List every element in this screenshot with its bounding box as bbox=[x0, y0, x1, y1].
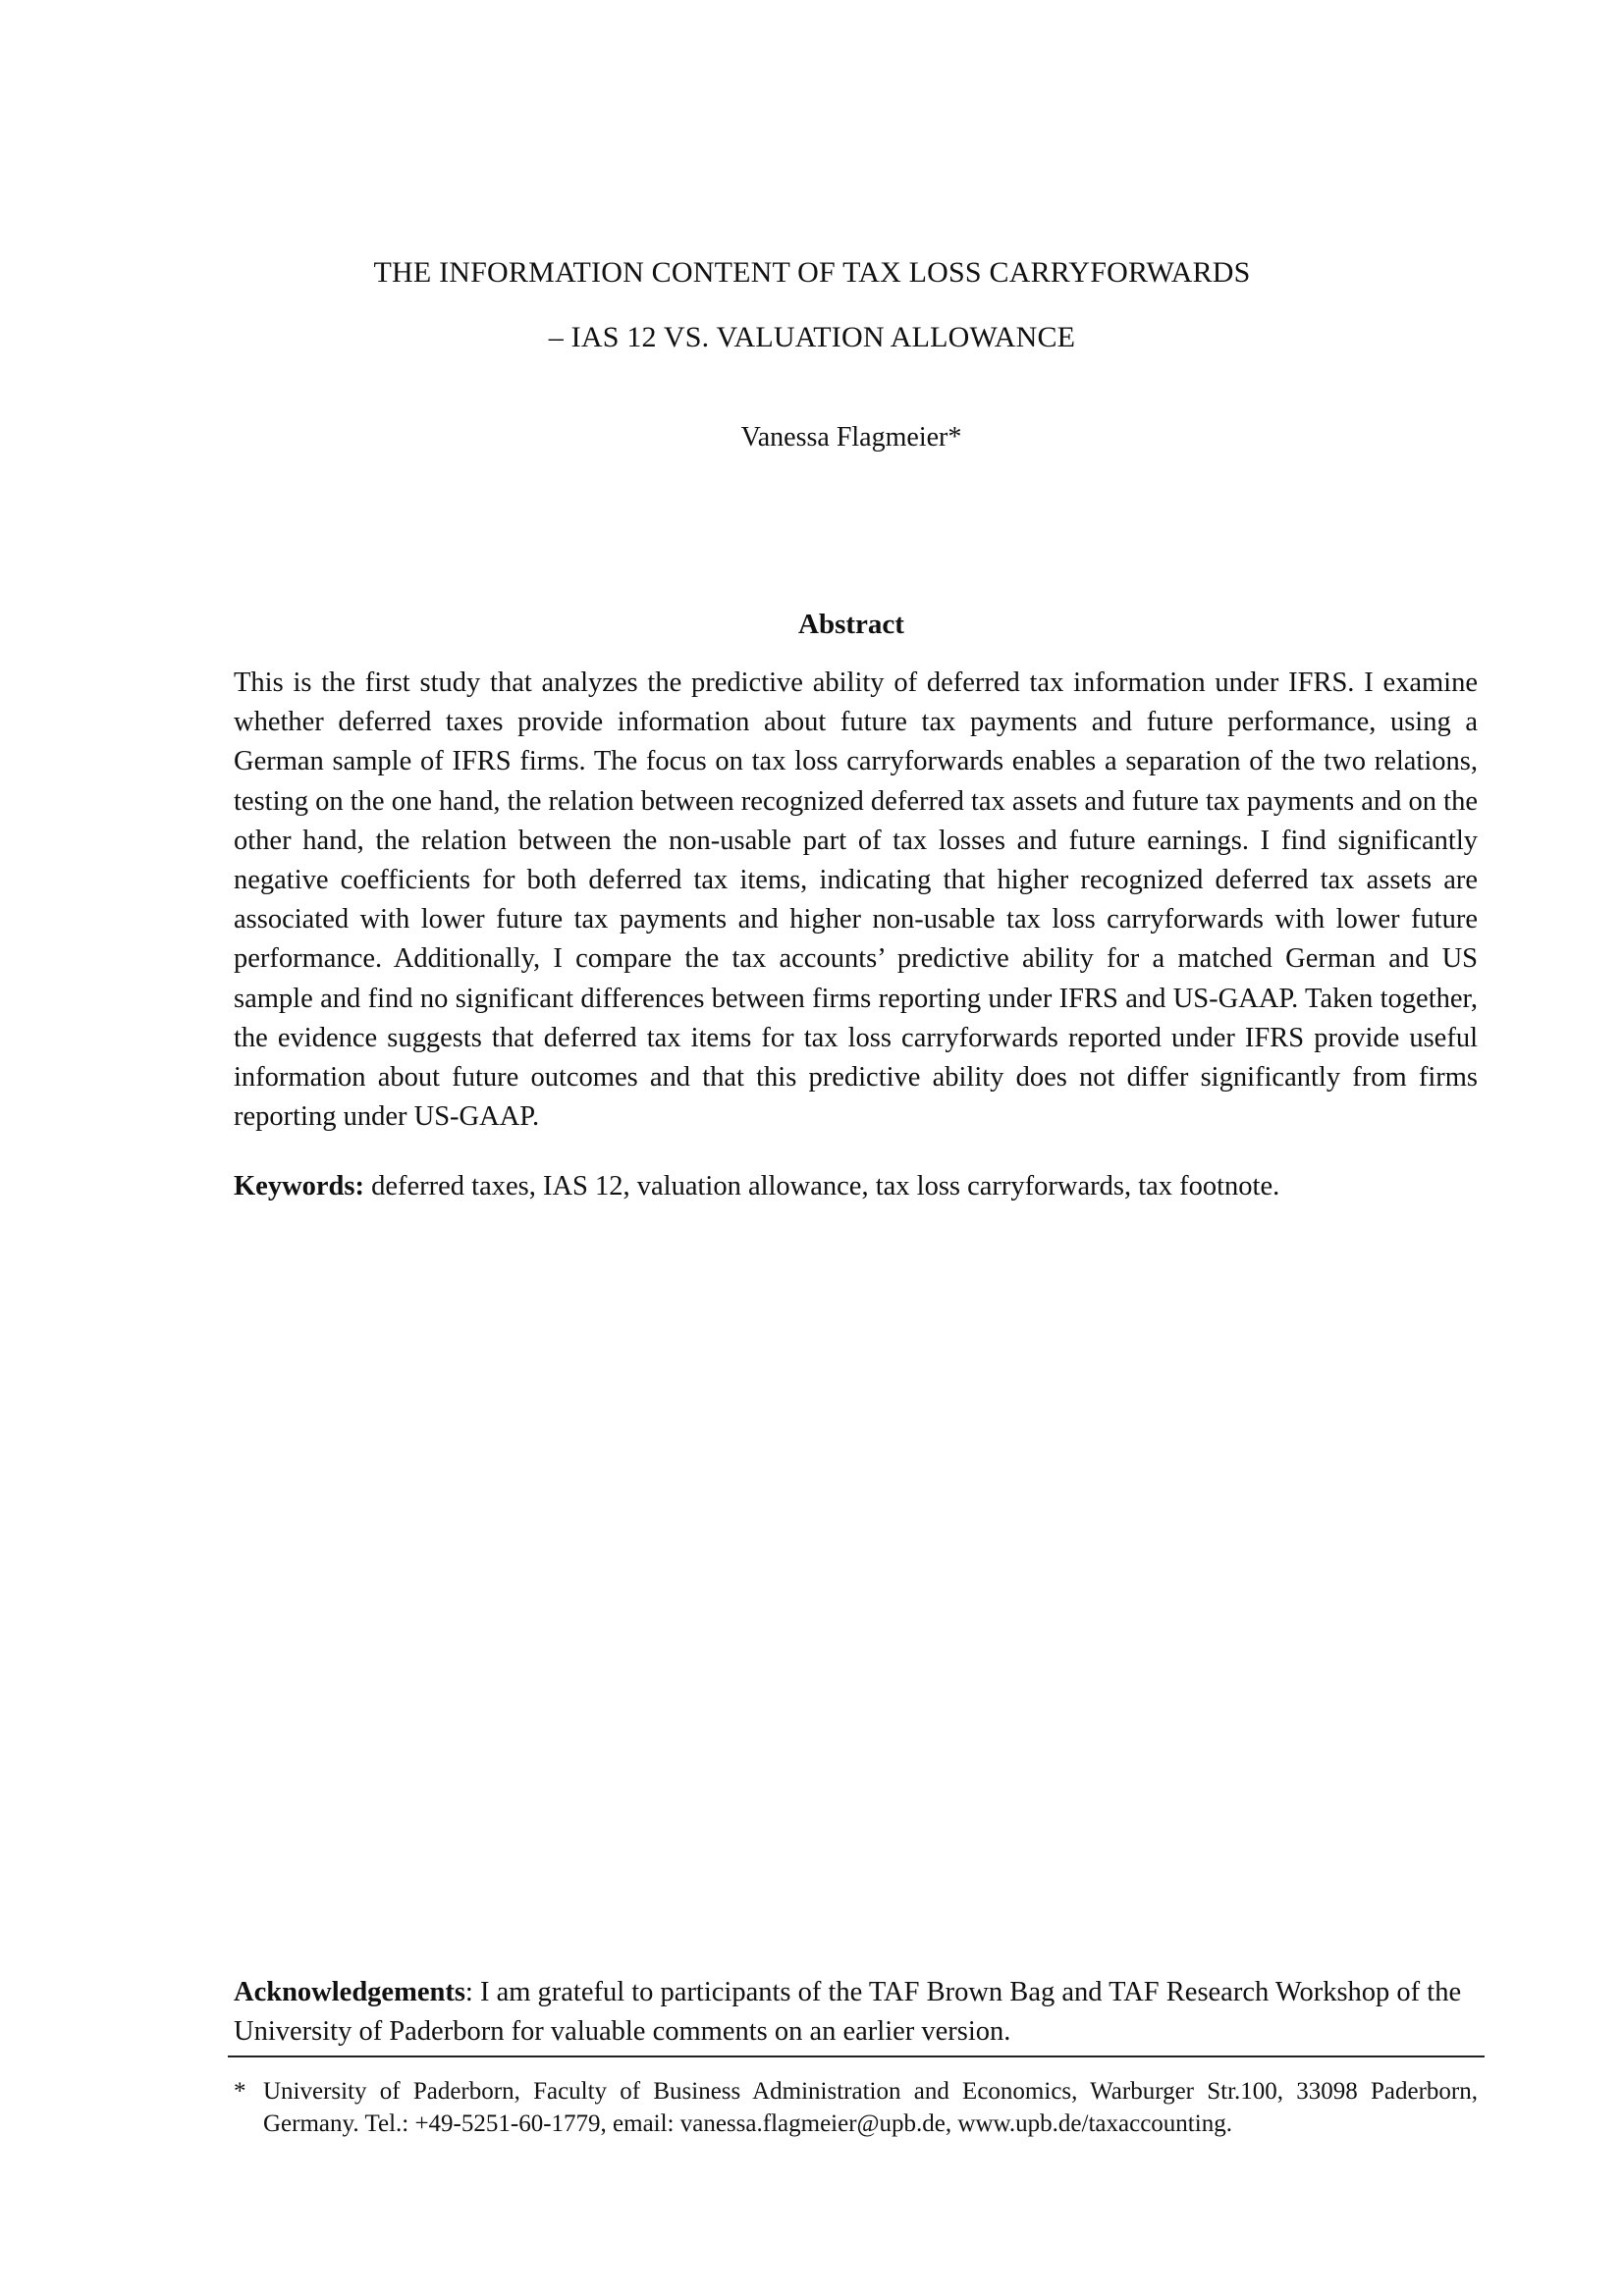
acknowledgements-paragraph bbox=[234, 1973, 1478, 2052]
keywords-text: deferred taxes, IAS 12, valuation allowance, tax loss carryforwards, tax footnote. bbox=[363, 1171, 1280, 1201]
acknowledgements-label: Acknowledgements bbox=[234, 1977, 465, 2007]
footnote-marker: * bbox=[234, 2078, 246, 2105]
paper-title-line-1: THE INFORMATION CONTENT OF TAX LOSS CARRYFORWARDS bbox=[373, 256, 1251, 289]
footnote-divider bbox=[228, 2056, 1485, 2057]
keywords-label: Keywords: bbox=[234, 1171, 364, 1201]
footnote-text: University of Paderborn, Faculty of Business Administration and Economics, Warburger Str.100, 33098 Paderborn, Germany. Tel.: +49-5251-60-1779, email: vanessa.flagmeier@upb.de, www.upb.de/taxaccounting. bbox=[263, 2078, 1478, 2137]
author-name: Vanessa Flagmeier* bbox=[740, 422, 962, 453]
footnote bbox=[234, 2075, 1478, 2140]
paper-title-line-2: – IAS 12 VS. VALUATION ALLOWANCE bbox=[548, 321, 1076, 353]
abstract-body: This is the first study that analyzes the predictive ability of deferred tax information under IFRS. I examine whether deferred taxes provide information about future tax payments and future performance, using a German sample of IFRS firms. The focus on tax loss carryforwards enables a separation of the two relations, testing on the one hand, the relation between recognized deferred tax assets and future tax payments and on the other hand, the relation between the non-usable part of tax losses and future earnings. I find significantly negative coefficients for both deferred tax items, indicating that higher recognized deferred tax assets are associated with lower future tax payments and higher non-usable tax loss carryforwards with lower future performance. Additionally, I compare the tax accounts’ predictive ability for a matched German and US sample and find no significant differences between firms reporting under IFRS and US-GAAP. Taken together, the evidence suggests that deferred tax items for tax loss carryforwards reported under IFRS provide useful information about future outcomes and that this predictive ability does not differ significantly from firms reporting under US-GAAP. bbox=[234, 667, 1478, 1133]
acknowledgements-text: : I am grateful to participants of the TAF Brown Bag and TAF Research Workshop of the University of Paderborn for valuable comments on an earlier version. bbox=[234, 1977, 1462, 2047]
keywords-paragraph bbox=[234, 1167, 1478, 1206]
abstract-heading: Abstract bbox=[798, 609, 904, 640]
